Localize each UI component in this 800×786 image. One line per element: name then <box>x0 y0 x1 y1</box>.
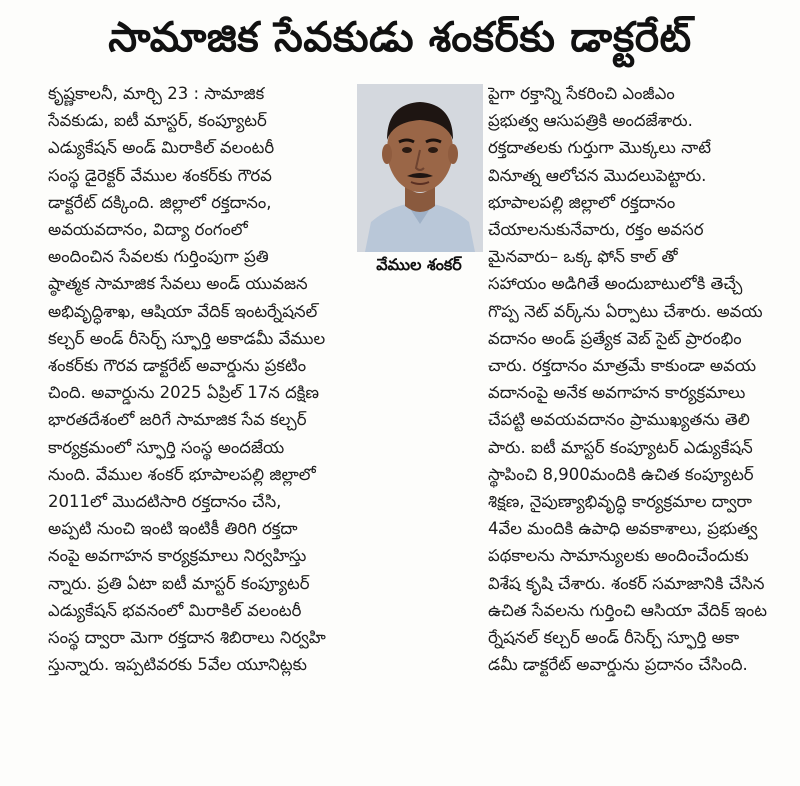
article-line: అందించిన సేవలకు గుర్తింపుగా ప్రతి <box>48 247 269 267</box>
portrait-illustration <box>357 84 483 252</box>
article-line: నంపై అవగాహన కార్యక్రమాలు నిర్వహిస్తు <box>48 546 307 566</box>
article-line: చేపట్టి అవయవదానం ప్రాముఖ్యతను తెలి <box>488 410 750 430</box>
article-line: శిక్షణ, నైపుణ్యాభివృద్ధి కార్యక్రమాల ద్వారా <box>488 492 752 512</box>
article-line: కార్యక్రమంలో స్ఫూర్తి సంస్థ అందజేయ <box>48 437 285 457</box>
article-line: వదానం అండ్ ప్రత్యేక వెబ్ సైట్ ప్రారంభిం <box>488 328 742 348</box>
article-line: న్నారు. ప్రతి ఏటా ఐటీ మాస్టర్ కంప్యూటర్ <box>48 573 310 593</box>
article-line: విశేష కృషి చేశారు. శంకర్ సమాజానికి చేసిన <box>488 573 765 593</box>
article-line: రక్తదాతలకు గుర్తుగా మొక్కలు నాటే <box>488 138 711 158</box>
article-line: చింది. అవార్డును 2025 ఏప్రిల్ 17న దక్షిణ <box>48 383 320 403</box>
article-line: భారతదేశంలో జరిగే సామాజిక సేవ కల్చర్ <box>48 410 307 430</box>
article-line: చారు. రక్తదానం మాత్రమే కాకుండా అవయ <box>488 356 757 376</box>
article-line: సంస్థ డైరెక్టర్ వేముల శంకర్‌కు గౌరవ <box>48 165 272 185</box>
article-line: పారు. ఐటీ మాస్టర్ కంప్యూటర్ ఎడ్యుకేషన్ <box>488 437 753 457</box>
article-line: అప్పటి నుంచి ఇంటి ఇంటికీ తిరిగి రక్తదా <box>48 519 298 539</box>
article-line: 2011లో మొదటిసారి రక్తదానం చేసి, <box>48 492 282 512</box>
article-line: వదానంపై అనేక అవగాహన కార్యక్రమాలు <box>488 383 746 403</box>
article-line: స్తున్నారు. ఇప్పటివరకు 5వేల యూనిట్లకు <box>48 655 307 675</box>
article-line: గొప్ప నెట్ వర్క్‌ను ఏర్పాటు చేశారు. అవయ <box>488 301 763 321</box>
article-line: సంస్థ ద్వారా మెగా రక్తదాన శిబిరాలు నిర్వహి <box>48 628 326 648</box>
article-line: డమీ డాక్టరేట్ అవార్డును ప్రదానం చేసింది. <box>488 655 748 675</box>
article-line: వినూత్న ఆలోచన మొదలుపెట్టారు. <box>488 165 707 185</box>
article-right-column <box>488 80 770 678</box>
article-line: శంకర్‌కు గౌరవ డాక్టరేట్ అవార్డును ప్రకటిం <box>48 356 307 376</box>
article-line: నుంది. వేముల శంకర్ భూపాలపల్లి జిల్లాలో <box>48 464 316 484</box>
portrait-photo <box>357 84 483 252</box>
article-line: పథకాలను సామాన్యులకు అందించేందుకు <box>488 546 749 566</box>
article-line: చేయాలనుకునేవారు, రక్తం అవసర <box>488 220 704 240</box>
article-line: స్థాపించి 8,900మందికి ఉచిత కంప్యూటర్ <box>488 464 754 484</box>
article-line: ఎడ్యుకేషన్ భవనంలో మిరాకిల్ వలంటరీ <box>48 600 302 620</box>
photo-caption: వేముల శంకర్ <box>352 252 486 278</box>
article-line: 4వేల మందికి ఉపాధి అవకాశాలు, ప్రభుత్వ <box>488 519 758 539</box>
article-line: అభివృద్ధిశాఖ, ఆషియా వేదిక్ ఇంటర్నేషనల్ <box>48 301 318 321</box>
headline: సామాజిక సేవకుడు శంకర్‌కు డాక్టరేట్ <box>108 13 692 61</box>
article-line: కల్చర్ అండ్ రీసెర్చ్ స్ఫూర్తి అకాడమీ వేముల <box>48 328 326 348</box>
article-line: డాక్టరేట్ దక్కింది. జిల్లాలో రక్తదానం, <box>48 192 272 212</box>
article-line: ష్ఠాత్మక సామాజిక సేవలు అండ్ యువజన <box>48 274 308 294</box>
article-line: సేవకుడు, ఐటీ మాస్టర్, కంప్యూటర్ <box>48 111 267 131</box>
article-line: ఉచిత సేవలను గుర్తించి ఆసియా వేదిక్ ఇంట <box>488 600 768 620</box>
article-line: భూపాలపల్లి జిల్లాలో రక్తదానం <box>488 192 676 212</box>
article-line: అవయవదానం, విద్యా రంగంలో <box>48 220 248 240</box>
article-line: ర్నేషనల్ కల్చర్ అండ్ రీసెర్చ్ స్ఫూర్తి అకా <box>488 628 740 648</box>
article-line: కృష్ణకాలనీ, మార్చి 23 : సామాజిక <box>48 84 265 103</box>
article-line: పైగా రక్తాన్ని సేకరించి ఎంజీఎం <box>488 84 675 103</box>
article-line: ప్రభుత్వ ఆసుపత్రికి అందజేశారు. <box>488 111 693 131</box>
article-line: సహాయం అడిగితే అందుబాటులోకి తెచ్చే <box>488 274 743 294</box>
article-line: ఎడ్యుకేషన్ అండ్ మిరాకిల్ వలంటరీ <box>48 138 275 158</box>
article-line: మైనవారు– ఒక్క ఫోన్ కాల్ తో <box>488 247 678 267</box>
